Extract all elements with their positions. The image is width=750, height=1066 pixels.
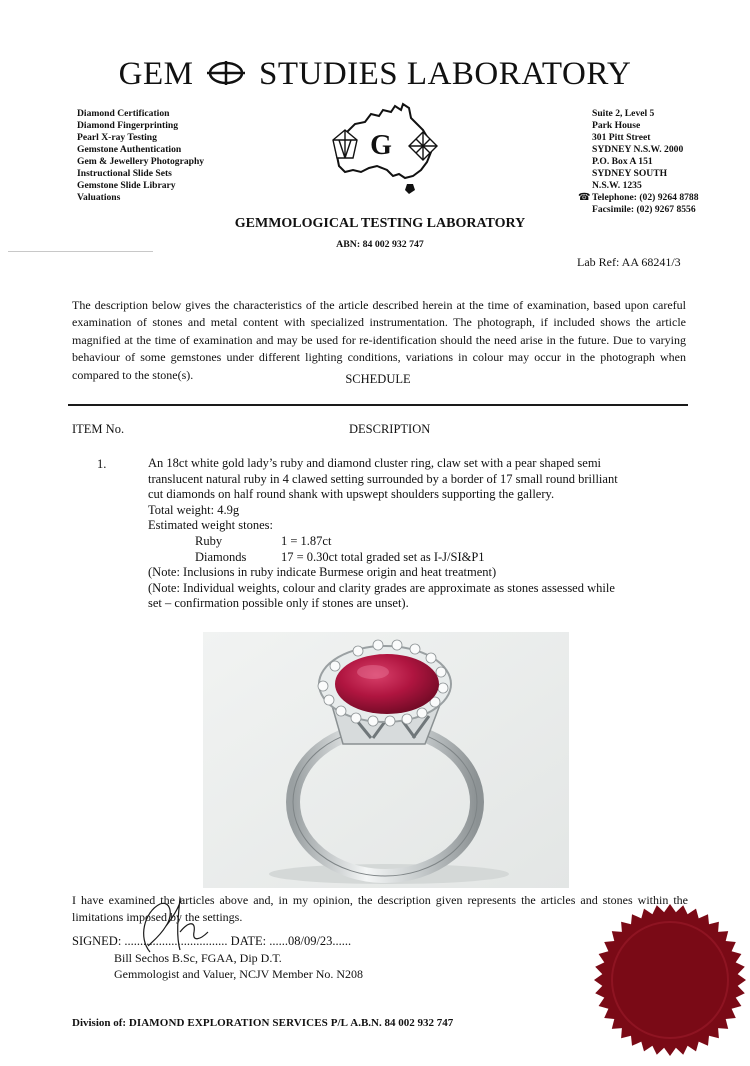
service-item: Instructional Slide Sets [77, 168, 172, 179]
title-left: GEM [118, 56, 194, 92]
lab-subtitle: GEMMOLOGICAL TESTING LABORATORY [234, 216, 526, 231]
address-line: SYDNEY SOUTH [592, 168, 668, 179]
company-abn: A.B.N. 84 002 932 747 [350, 1017, 454, 1029]
note-approximate: (Note: Individual weights, colour and clarity grades are approximate as stones assessed while set – confirmation possible only if stones are unset). [148, 580, 615, 611]
address-line: P.O. Box A 151 [592, 156, 653, 167]
service-item: Diamond Certification [77, 108, 170, 119]
crosshair-icon [206, 58, 246, 95]
note-origin: (Note: Inclusions in ruby indicate Burmese origin and heat treatment) [148, 565, 497, 580]
stone-name: Diamonds [195, 549, 247, 564]
lab-abn: ABN: 84 002 932 747 [336, 239, 424, 250]
item-description [148, 456, 628, 612]
schedule-heading: SCHEDULE [345, 372, 411, 386]
lab-reference: Lab Ref: AA 68241/3 [577, 255, 681, 269]
telephone-line [578, 192, 699, 204]
telephone-icon: ☎ [578, 192, 591, 203]
title-right: STUDIES LABORATORY [258, 56, 632, 92]
service-item: Pearl X-ray Testing [77, 132, 157, 143]
stone-name: Ruby [195, 533, 223, 548]
signed-date-line: SIGNED: ................................. DATE: ......08/09/23...... [72, 934, 352, 948]
telephone-number: Telephone: (02) 9264 8788 [592, 192, 699, 203]
signer-name: Bill Sechos B.Sc, FGAA, Dip D.T. [114, 951, 282, 965]
examined-statement: I have examined the articles above and, in my opinion, the description given represents the articles and stones within the limitations imposed by the settings. [72, 893, 688, 924]
services-list [77, 108, 204, 204]
lab-address [578, 108, 699, 216]
address-line: Suite 2, Level 5 [592, 108, 655, 119]
total-weight: Total weight: 4.9g [148, 502, 240, 517]
item-number: 1. [97, 457, 107, 471]
letterhead-title [0, 56, 750, 95]
stone-row-diamonds [148, 550, 628, 566]
red-seal [592, 900, 750, 1066]
address-line: SYDNEY N.S.W. 2000 [592, 144, 684, 155]
description-text: An 18ct white gold lady’s ruby and diamond cluster ring, claw set with a pear shaped semi translucent natural ruby in 4 clawed setting surrounded by a border of 17 small round brilliant cut diamonds on half round shank with upswept shoulders supporting the gallery. [148, 456, 618, 502]
stone-value: 1 = 1.87ct [281, 533, 332, 548]
address-line: 301 Pitt Street [592, 132, 651, 143]
description-header: DESCRIPTION [349, 422, 431, 436]
intro-paragraph: The description below gives the characteristics of the article described herein at the time of examination, based upon careful examination of stones and metal content with specialized instrumentation. The photograph, if included shows the article magnified at the time of examination and may be used for re-identification should the need arise in the future. Due to varying behaviour of some gemstones under different lighting conditions, variations in colour may occur in the photograph when compared to the stone(s). [72, 298, 686, 382]
service-item: Gem & Jewellery Photography [77, 156, 205, 167]
stone-value: 17 = 0.30ct total graded set as I-J/SI&P1 [281, 549, 485, 564]
item-no-header: ITEM No. [72, 422, 125, 436]
address-line: N.S.W. 1235 [592, 180, 642, 191]
company-name: DIAMOND EXPLORATION SERVICES P/L [128, 1017, 349, 1029]
address-line: Park House [592, 120, 641, 131]
footer-division [72, 1017, 453, 1029]
stone-row-ruby [148, 534, 628, 550]
division-prefix: Division of: [72, 1017, 127, 1029]
service-item: Gemstone Authentication [77, 144, 182, 155]
signer-block [114, 950, 363, 982]
australia-gem-logo [325, 100, 441, 205]
estimated-heading: Estimated weight stones: [148, 518, 273, 533]
schedule-rule [68, 404, 688, 406]
facsimile-line: Facsimile: (02) 9267 8556 [592, 204, 696, 215]
service-item: Diamond Fingerprinting [77, 120, 179, 131]
service-item: Valuations [77, 192, 121, 203]
service-item: Gemstone Slide Library [77, 180, 176, 191]
ring-photograph [203, 632, 569, 888]
divider-line [8, 251, 153, 252]
signer-role: Gemmologist and Valuer, NCJV Member No. N208 [114, 967, 364, 981]
logo-letter: G [370, 130, 392, 161]
